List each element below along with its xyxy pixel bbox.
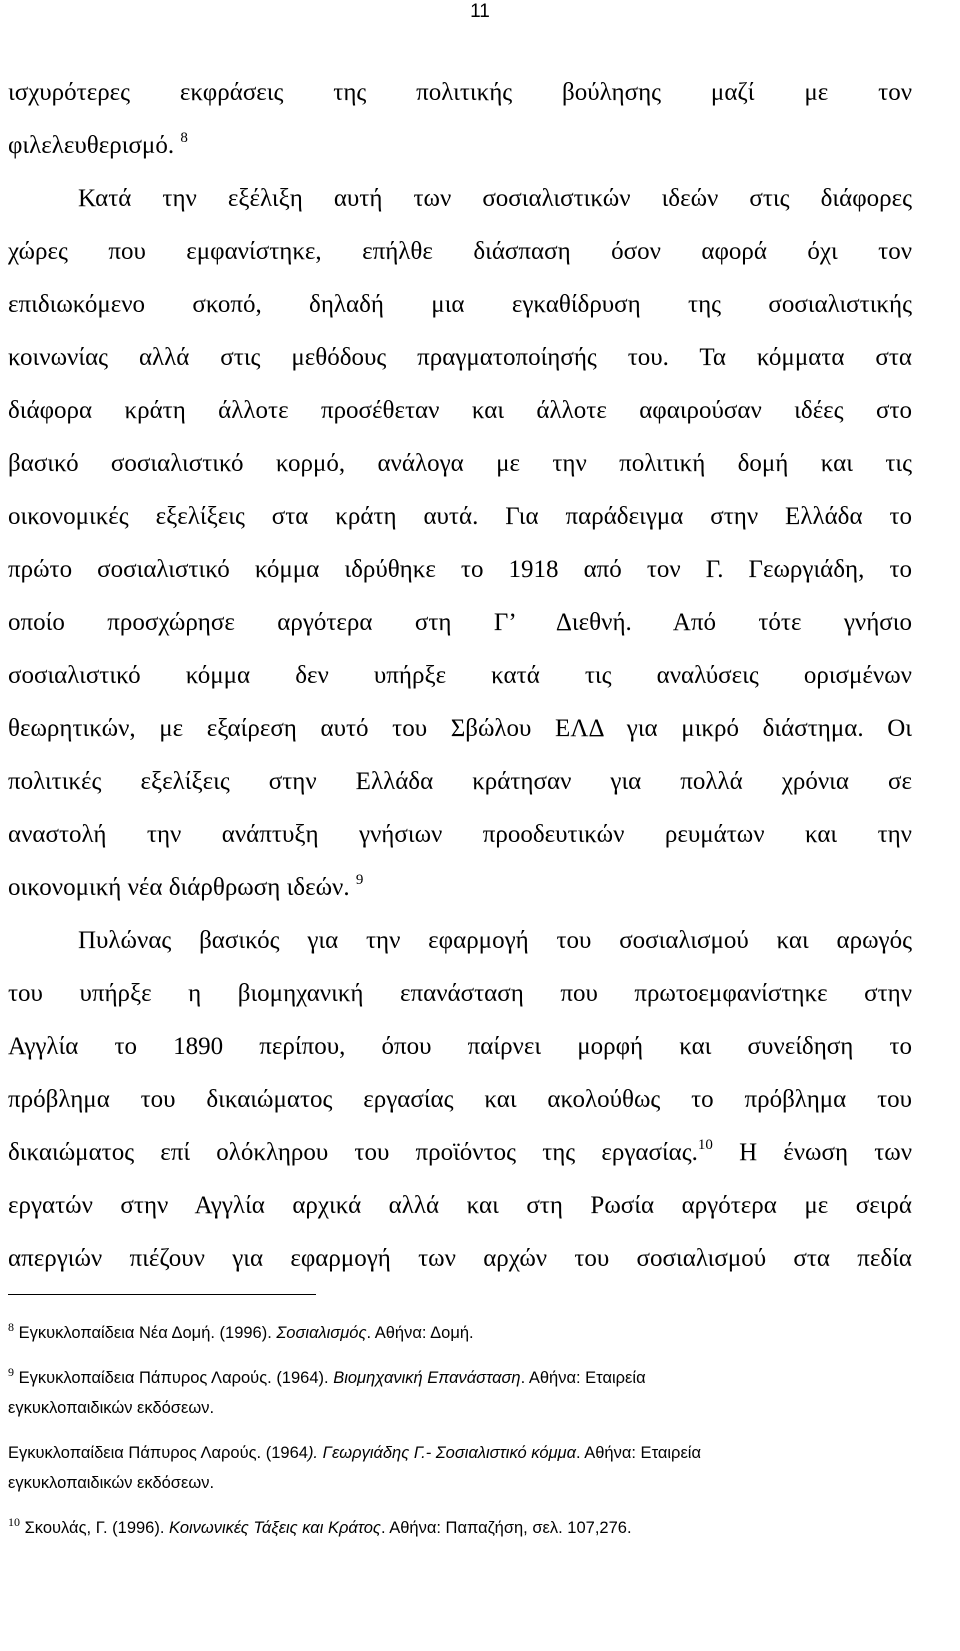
text-line: [8, 861, 912, 914]
paragraph: [8, 172, 912, 914]
footnote-mark: 10: [8, 1515, 20, 1529]
text-line: σοσιαλιστικό κόμμα δεν υπήρξε κατά τις αναλύσεις ορισμένων: [8, 662, 912, 689]
footnote-ref[interactable]: 9: [355, 872, 364, 888]
footnote-title: Κοινωνικές Τάξεις και Κράτος: [169, 1519, 381, 1537]
text-line: χώρες που εμφανίστηκε, επήλθε διάσπαση όσον αφορά όχι τον: [8, 238, 912, 265]
paragraph: [8, 66, 912, 172]
footnote-text: . Αθήνα: Παπαζήση, σελ. 107,276.: [380, 1519, 632, 1537]
text-line: επιδιωκόμενο σκοπό, δηλαδή μια εγκαθίδρυση της σοσιαλιστικής: [8, 291, 912, 318]
footnote-text: Εγκυκλοπαίδεια Πάπυρος Λαρούς. (1964).: [18, 1369, 334, 1387]
footnote-text: . Αθήνα: Εταιρεία: [575, 1444, 701, 1462]
footnote-mark: 9: [8, 1365, 14, 1379]
text-line: Κατά την εξέλιξη αυτή των σοσιαλιστικών ιδεών στις διάφορες: [78, 185, 912, 212]
text-line: θεωρητικών, με εξαίρεση αυτό του Σβώλου ΕΛΔ για μικρό διάστημα. Οι: [8, 715, 912, 742]
text-line: [8, 1126, 912, 1179]
footnote-text: Εγκυκλοπαίδεια Νέα Δομή. (1996).: [18, 1324, 277, 1342]
text-line: αναστολή την ανάπτυξη γνήσιων προοδευτικών ρευμάτων και την: [8, 821, 912, 848]
text-line: εργατών στην Αγγλία αρχικά αλλά και στη Ρωσία αργότερα με σειρά: [8, 1192, 912, 1219]
text-fragment: Η ένωση των: [739, 1139, 913, 1166]
text-line: οικονομικές εξελίξεις στα κράτη αυτά. Για παράδειγμα στην Ελλάδα το: [8, 503, 912, 530]
text-line: πρώτο σοσιαλιστικό κόμμα ιδρύθηκε το 1918 από τον Γ. Γεωργιάδη, το: [8, 556, 912, 583]
text-fragment: δικαιώματος επί ολόκληρου του προϊόντος της εργασίας.: [8, 1139, 698, 1166]
footnote-text: . Αθήνα: Δομή.: [366, 1324, 474, 1342]
body-text: [8, 66, 912, 1285]
footnote-separator: [8, 1294, 316, 1295]
text-line: πρόβλημα του δικαιώματος εργασίας και ακολούθως το πρόβλημα του: [8, 1086, 912, 1113]
footnote-text: Σκουλάς, Γ. (1996).: [24, 1519, 170, 1537]
footnote-ref[interactable]: 8: [180, 130, 188, 146]
text-line: οποίο προσχώρησε αργότερα στη Γ’ Διεθνή. Από τότε γνήσιο: [8, 609, 912, 636]
text-fragment: οικονομική νέα διάρθρωση ιδεών.: [8, 874, 350, 901]
text-line: Αγγλία το 1890 περίπου, όπου παίρνει μορφή και συνείδηση το: [8, 1033, 912, 1060]
footnote-mark: 8: [8, 1320, 14, 1334]
text-line: απεργιών πιέζουν για εφαρμογή των αρχών του σοσιαλισμού στα πεδία: [8, 1245, 912, 1272]
text-line: Πυλώνας βασικός για την εφαρμογή του σοσιαλισμού και αρωγός: [78, 927, 912, 954]
footnote-text: . Αθήνα: Εταιρεία: [520, 1369, 646, 1387]
footnote-9-continued: [8, 1438, 912, 1498]
text-line: [8, 119, 912, 172]
text-line: ισχυρότερες εκφράσεις της πολιτικής βούλησης μαζί με τον: [8, 79, 912, 106]
footnote-text: εγκυκλοπαιδικών εκδόσεων.: [8, 1399, 215, 1417]
text-line: κοινωνίας αλλά στις μεθόδους πραγματοποίησής του. Τα κόμματα στα: [8, 344, 912, 371]
footnote-8: [8, 1318, 912, 1348]
text-line: βασικό σοσιαλιστικό κορμό, ανάλογα με την πολιτική δομή και τις: [8, 450, 912, 477]
footnote-text: Εγκυκλοπαίδεια Πάπυρος Λαρούς. (1964: [8, 1444, 308, 1462]
footnote-title: Σοσιαλισμός: [276, 1324, 367, 1342]
footnote-text: εγκυκλοπαιδικών εκδόσεων.: [8, 1474, 215, 1492]
footnote-10: [8, 1513, 912, 1543]
text-line: διάφορα κράτη άλλοτε προσέθεταν και άλλοτε αφαιρούσαν ιδέες στο: [8, 397, 912, 424]
text-line: του υπήρξε η βιομηχανική επανάσταση που πρωτοεμφανίστηκε στην: [8, 980, 912, 1007]
text-fragment: φιλελευθερισμό.: [8, 132, 175, 159]
paragraph: [8, 914, 912, 1285]
footnotes: [8, 1318, 912, 1543]
footnote-title: ). Γεωργιάδης Γ.- Σοσιαλιστικό κόμμα: [307, 1444, 576, 1462]
footnote-title: Βιομηχανική Επανάσταση: [333, 1369, 521, 1387]
text-line: πολιτικές εξελίξεις στην Ελλάδα κράτησαν για πολλά χρόνια σε: [8, 768, 912, 795]
footnote-9: [8, 1363, 912, 1423]
footnote-ref[interactable]: 10: [697, 1137, 713, 1153]
page-number: 11: [470, 1, 490, 22]
